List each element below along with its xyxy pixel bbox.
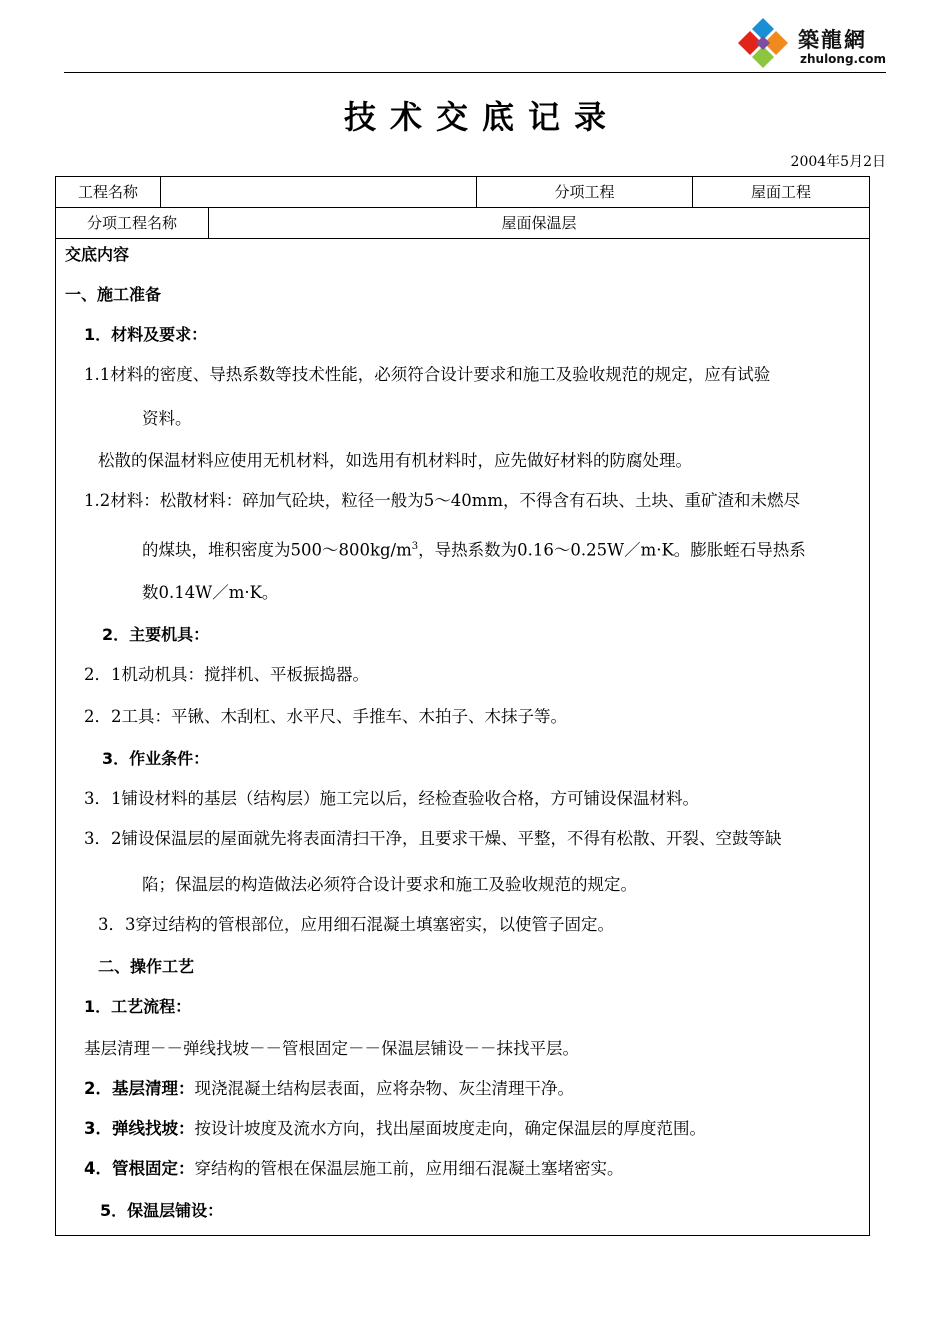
header-divider — [64, 72, 886, 73]
subsection-heading: 2．主要机具： — [102, 625, 210, 644]
zhulong-logo-icon — [736, 16, 790, 70]
sub-project-name-value: 屋面保温层 — [208, 208, 869, 238]
step-label: 2．基层清理： — [84, 1079, 195, 1098]
step-text: 穿结构的管根在保温层施工前，应用细石混凝土塞堵密实。 — [194, 1159, 624, 1178]
table-row-project — [56, 177, 869, 208]
section-heading: 二、操作工艺 — [98, 957, 195, 976]
subsection-heading: 3．作业条件： — [102, 749, 210, 768]
sub-project-name-label: 分项工程名称 — [86, 214, 177, 232]
paragraph-line: 3．3穿过结构的管根部位，应用细石混凝土填塞密实，以使管子固定。 — [98, 915, 614, 934]
content-heading: 交底内容 — [65, 245, 130, 264]
paragraph-line: 基层清理－－弹线找坡－－管根固定－－保温层铺设－－抹找平层。 — [84, 1039, 579, 1058]
paragraph-line: 3．2铺设保温层的屋面就先将表面清扫干净，且要求干燥、平整，不得有松散、开裂、空鼓等缺 — [84, 829, 782, 848]
section-heading: 一、施工准备 — [65, 285, 162, 304]
paragraph-line: 松散的保温材料应使用无机材料，如选用有机材料时，应先做好材料的防腐处理。 — [98, 451, 692, 470]
step-label: 4．管根固定： — [84, 1159, 195, 1178]
document-date: 2004年5月2日 — [790, 154, 886, 170]
paragraph-line: 1.1材料的密度、导热系数等技术性能，必须符合设计要求和施工及验收规范的规定，应有试验 — [84, 365, 771, 384]
paragraph-line — [84, 1077, 574, 1101]
project-name-label: 工程名称 — [77, 183, 138, 201]
step-text: 按设计坡度及流水方向，找出屋面坡度走向，确定保温层的厚度范围。 — [194, 1119, 706, 1138]
logo-text: 築龍網 — [798, 28, 867, 52]
paragraph-line: 资料。 — [142, 409, 192, 428]
paragraph-line: 2．1机动机具：搅拌机、平板振捣器。 — [84, 665, 369, 684]
zhulong-logo — [736, 14, 896, 70]
table-row-sub-project — [56, 208, 869, 239]
subsection-heading: 5．保温层铺设： — [100, 1201, 224, 1220]
step-label: 3．弹线找坡： — [84, 1119, 195, 1138]
project-name-value — [160, 177, 476, 207]
paragraph-line: 陷；保温层的构造做法必须符合设计要求和施工及验收规范的规定。 — [142, 875, 637, 894]
paragraph-line: 数0.14W／m·K。 — [142, 583, 279, 602]
paragraph-text: ，导热系数为0.16～0.25W／m·K。膨胀蛭石导热系 — [418, 540, 806, 560]
superscript: 3 — [411, 541, 419, 552]
paragraph-line: 1.2材料：松散材料：碎加气砼块，粒径一般为5～40mm，不得含有石块、土块、重矿渣和未燃尽 — [84, 491, 801, 510]
logo-domain: zhulong.com — [800, 52, 886, 66]
sub-project-value: 屋面工程 — [692, 177, 869, 207]
paragraph-line — [142, 535, 806, 563]
paragraph-line — [84, 1157, 623, 1181]
paragraph-line: 2．2工具：平锹、木刮杠、水平尺、手推车、木拍子、木抹子等。 — [84, 707, 567, 726]
paragraph-text: 的煤块，堆积密度为500～800kg/m — [142, 540, 412, 560]
subsection-heading: 1．工艺流程： — [84, 997, 192, 1016]
paragraph-line — [84, 1117, 706, 1141]
document-title: 技术交底记录 — [343, 98, 620, 136]
paragraph-line: 3．1铺设材料的基层（结构层）施工完以后，经检查验收合格，方可铺设保温材料。 — [84, 789, 699, 808]
sub-project-label: 分项工程 — [476, 177, 692, 207]
step-text: 现浇混凝土结构层表面，应将杂物、灰尘清理干净。 — [194, 1079, 574, 1098]
disclosure-table — [55, 176, 870, 1236]
subsection-heading: 1．材料及要求： — [84, 325, 208, 344]
